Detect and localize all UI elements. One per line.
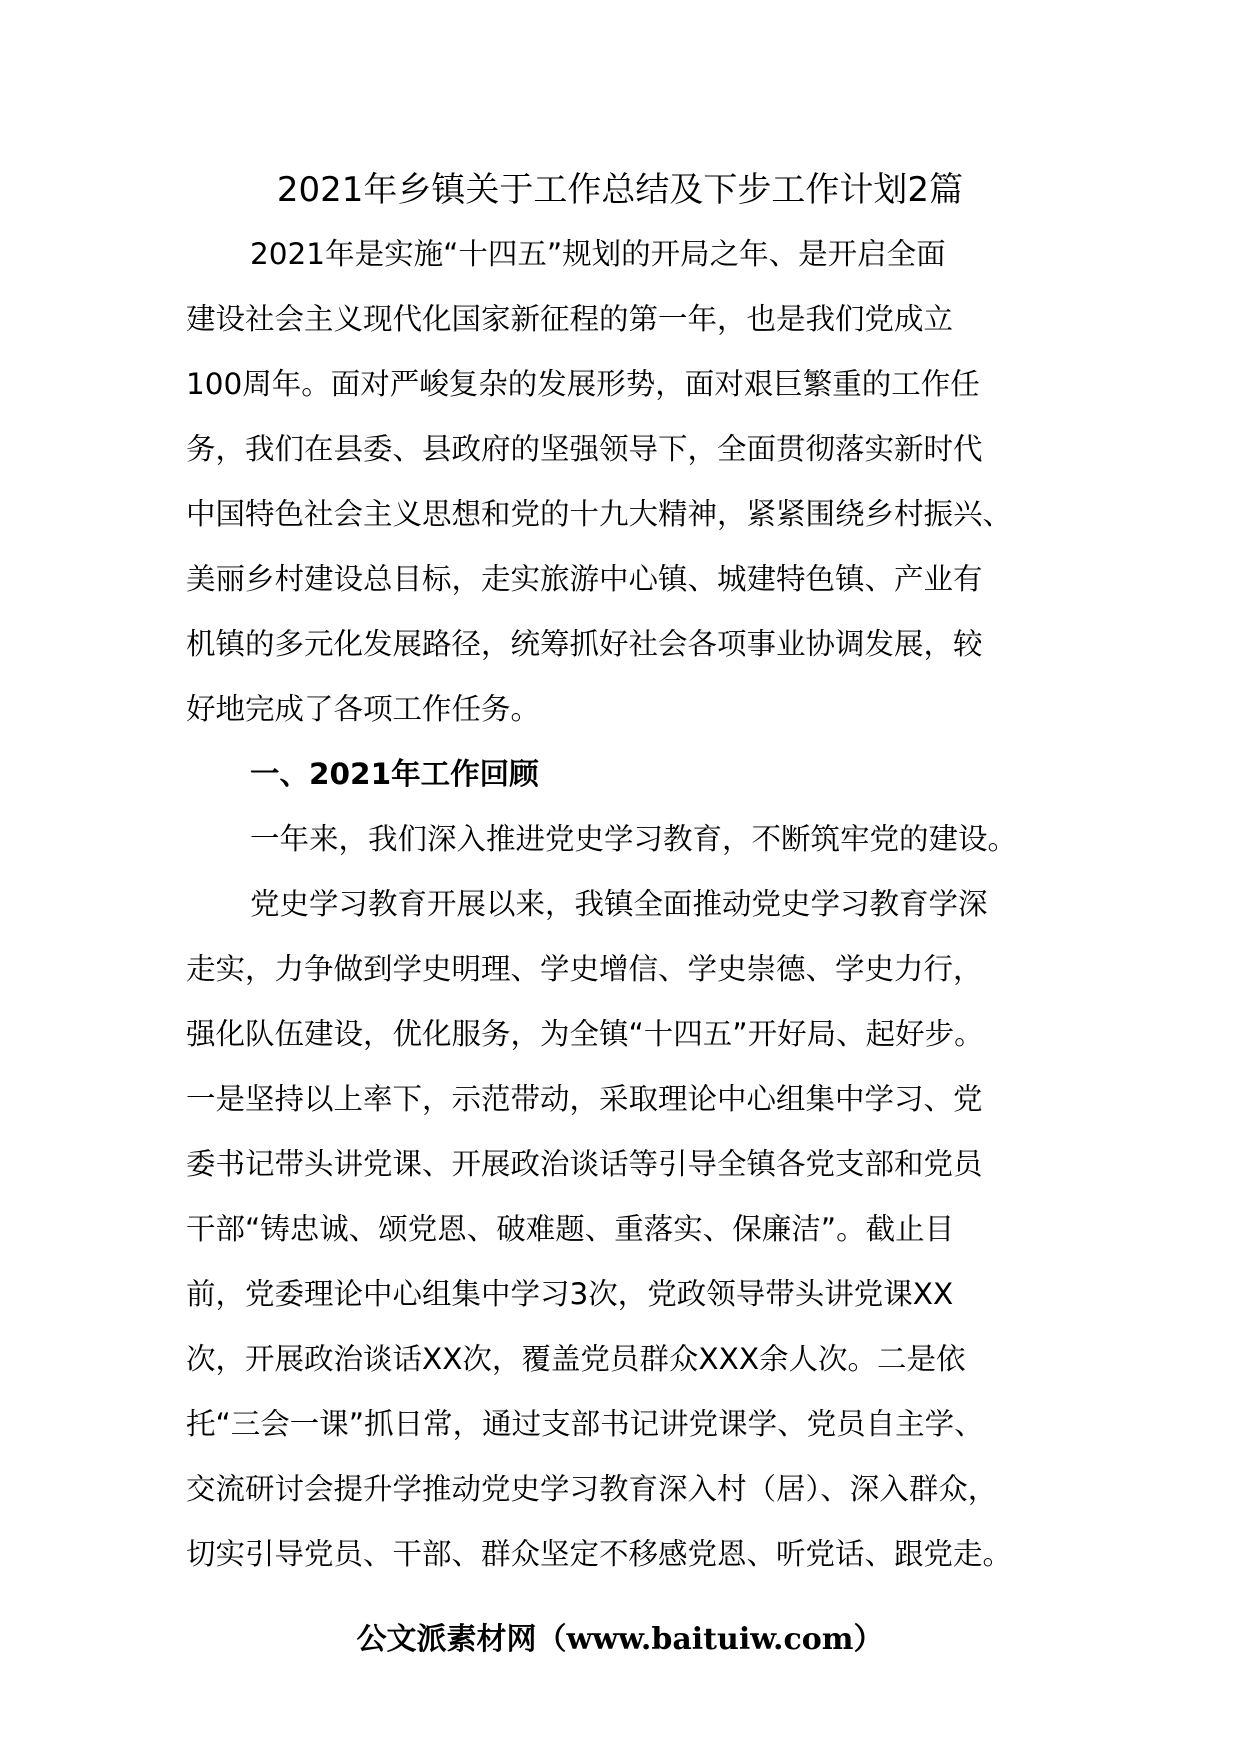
body-line: 好地完成了各项工作任务。 [186,692,541,726]
body-line: 托“三会一课”抓日常，通过支部书记讲党课学、党员自主学、 [186,1407,984,1441]
body-line: 务，我们在县委、县政府的坚强领导下，全面贯彻落实新时代 [186,432,983,466]
body-line: 2021年是实施“十四五”规划的开局之年、是开启全面 [250,237,946,271]
body-line: 美丽乡村建设总目标，走实旅游中心镇、城建特色镇、产业有 [186,562,983,596]
body-line: 干部“铸忠诚、颂党恩、破难题、重落实、保廉洁”。截止目 [186,1212,955,1246]
body-line: 中国特色社会主义思想和党的十九大精神，紧紧围绕乡村振兴、 [186,497,1013,531]
document-title: 2021年乡镇关于工作总结及下步工作计划2篇 [276,170,964,210]
body-line: 切实引导党员、干部、群众坚定不移感党恩、听党话、跟党走。 [186,1537,1013,1571]
body-line: 强化队伍建设，优化服务，为全镇“十四五”开好局、起好步。 [186,1017,984,1051]
body-line: 次，开展政治谈话XX次，覆盖党员群众XXX余人次。二是依 [186,1342,966,1376]
footer-watermark: 公文派素材网（www.baituiw.com） [356,1622,884,1657]
section-heading: 一、2021年工作回顾 [250,757,539,791]
body-line: 一是坚持以上率下，示范带动，采取理论中心组集中学习、党 [186,1082,983,1116]
body-line: 一年来，我们深入推进党史学习教育，不断筑牢党的建设。 [250,822,1018,856]
body-line: 建设社会主义现代化国家新征程的第一年，也是我们党成立 [186,302,954,336]
body-line: 党史学习教育开展以来，我镇全面推动党史学习教育学深 [250,887,988,921]
body-line: 委书记带头讲党课、开展政治谈话等引导全镇各党支部和党员 [186,1147,983,1181]
body-line: 机镇的多元化发展路径，统筹抓好社会各项事业协调发展，较 [186,627,983,661]
body-line: 走实，力争做到学史明理、学史增信、学史崇德、学史力行， [186,952,983,986]
body-line: 交流研讨会提升学推动党史学习教育深入村（居）、深入群众， [186,1472,998,1506]
document-body [186,222,1066,1587]
body-line: 100周年。面对严峻复杂的发展形势，面对艰巨繁重的工作任 [186,367,980,401]
body-line: 前，党委理论中心组集中学习3次，党政领导带头讲党课XX [186,1277,954,1311]
